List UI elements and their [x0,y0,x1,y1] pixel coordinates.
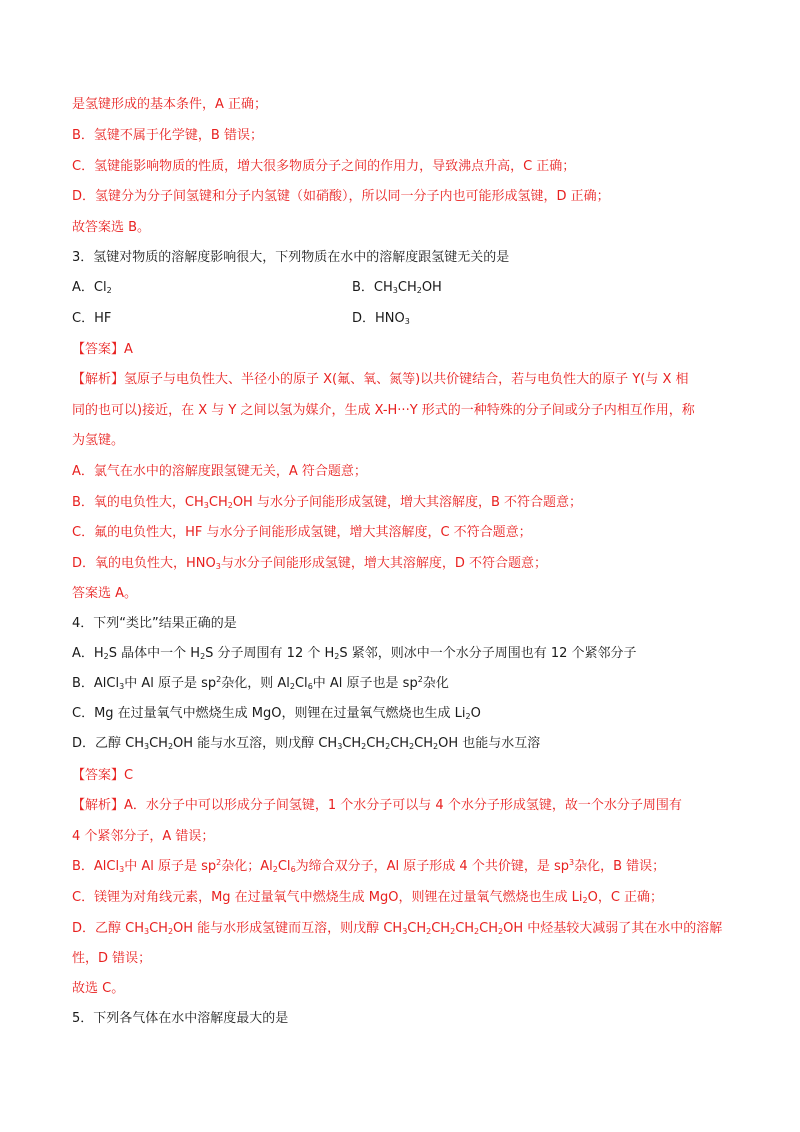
question-3-conclusion: 答案选 A。 [72,586,138,601]
question-3-explanation-line: 为氢键。 [72,433,125,448]
question-3-option-b: B．$CH_3CH_2OH$ [352,280,442,295]
question-3-answer: 【答案】A [72,342,133,357]
question-3-option-a: A．$Cl_2$ [72,280,112,295]
question-3-explanation-line: 【解析】氢原子与电负性大、半径小的原子 X(氟、氧、氮等)以共价键结合，若与电负性大的原子 Y(与 X 相 [72,372,689,387]
question-3-explanation-d: D．氧的电负性大，$HNO_3$与水分子间能形成氢键，增大其溶解度，D 不符合题意； [72,556,547,571]
answer-conclusion: 故答案选 B。 [72,220,151,235]
question-4-explanation-b: B．AlCl$_3$中 Al 原子是 $sp^2$杂化；$Al_2Cl_6$为缔合双分子，Al 原子形成 4 个共价键，是 $sp^3$杂化，B 错误； [72,858,666,874]
explanation-line: C．氢键能影响物质的性质，增大很多物质分子之间的作用力，导致沸点升高，C 正确； [72,159,576,174]
question-3-explanation-b: B．氧的电负性大，$CH_3CH_2OH$ 与水分子间能形成氢键，增大其溶解度，B 不符合题意； [72,495,583,510]
question-4-option-d: D．乙醇 $CH_3CH_2OH$ 能与水互溶，则戊醇 $CH_3CH_2CH_2CH_2CH_2OH$ 也能与水互溶 [72,736,541,751]
question-4-conclusion: 故选 C。 [72,981,125,996]
question-3-stem: 3．氢键对物质的溶解度影响很大，下列物质在水中的溶解度跟氢键无关的是 [72,250,510,265]
question-4-option-c: C．Mg 在过量氧气中燃烧生成 MgO，则锂在过量氧气燃烧也生成 $Li_2O$ [72,706,481,721]
question-4-option-a: A．$H_2S$ 晶体中一个 $H_2S$ 分子周围有 12 个 $H_2S$ 紧邻，则冰中一个水分子周围也有 12 个紧邻分子 [72,646,637,661]
question-4-explanation-c: C．镁锂为对角线元素，Mg 在过量氧气中燃烧生成 MgO，则锂在过量氧气燃烧也生成 $Li_2O$，C 正确； [72,890,664,905]
explanation-line: B．氢键不属于化学键，B 错误； [72,128,263,143]
question-4-stem: 4．下列“类比”结果正确的是 [72,616,237,631]
question-3-option-c: C．HF [72,311,112,326]
question-4-explanation-d-cont: 性，D 错误； [72,951,152,966]
question-3-explanation-c: C．氟的电负性大，HF 与水分子间能形成氢键，增大其溶解度，C 不符合题意； [72,525,532,540]
explanation-line: 是氢键形成的基本条件，A 正确； [72,97,268,112]
question-5-stem: 5．下列各气体在水中溶解度最大的是 [72,1011,289,1026]
explanation-line: D．氢键分为分子间氢键和分子内氢键（如硝酸），所以同一分子内也可能形成氢键，D 正确； [72,189,610,204]
question-4-explanation-line: 【解析】A．水分子中可以形成分子间氢键，1 个水分子可以与 4 个水分子形成氢键，故一个水分子周围有 [72,798,682,813]
question-4-explanation-line: 4 个紧邻分子，A 错误； [72,829,215,844]
question-3-option-d: D．$HNO_3$ [352,311,410,326]
question-3-explanation-line: 同的也可以)接近，在 X 与 Y 之间以氢为媒介，生成 X-H···Y 形式的一种特殊的分子间或分子内相互作用，称 [72,403,695,418]
question-4-answer: 【答案】C [72,768,134,783]
question-4-explanation-d: D．乙醇 $CH_3CH_2OH$ 能与水形成氢键而互溶，则戊醇 $CH_3CH_2CH_2CH_2CH_2OH$ 中烃基较大减弱了其在水中的溶解 [72,921,723,936]
question-3-explanation-a: A．氯气在水中的溶解度跟氢键无关，A 符合题意； [72,464,367,479]
question-4-option-b: B．AlCl$_3$中 Al 原子是 $sp^2$杂化，则 $Al_2Cl_6$中 Al 原子也是 $sp^2$杂化 [72,675,449,691]
